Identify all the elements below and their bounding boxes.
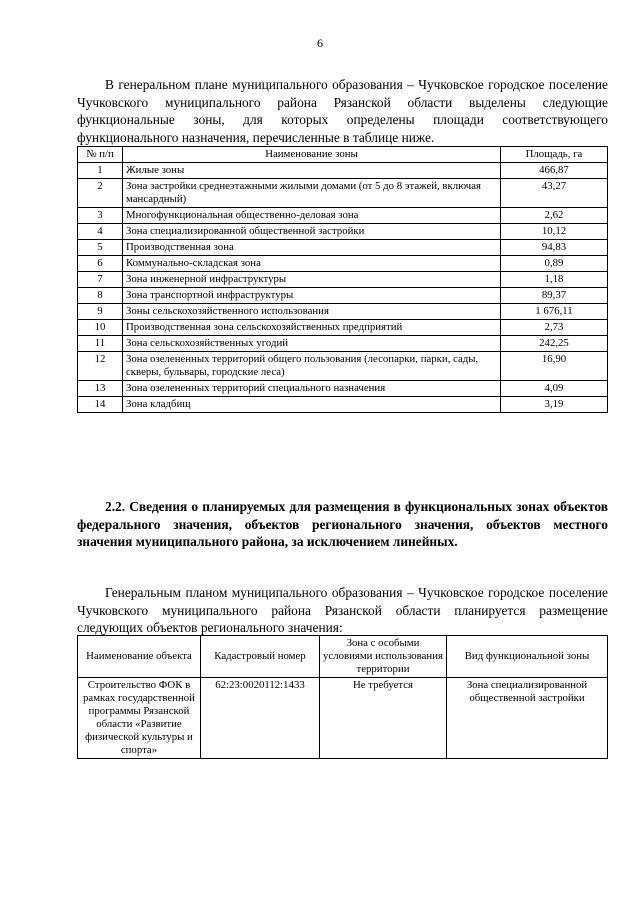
zone-area-cell: 1,18 bbox=[501, 272, 608, 288]
zone-name-cell: Зона специализированной общественной застройки bbox=[123, 224, 501, 240]
zone-name-cell: Зоны сельскохозяйственного использования bbox=[123, 304, 501, 320]
zone-area-cell: 2,73 bbox=[501, 320, 608, 336]
table-row bbox=[78, 336, 608, 352]
header-special-zone: Зона с особыми условиями использования территории bbox=[320, 636, 447, 678]
zone-name-cell: Зона озелененных территорий специального назначения bbox=[123, 381, 501, 397]
table-row bbox=[78, 320, 608, 336]
table-row bbox=[78, 381, 608, 397]
table-header-row bbox=[78, 147, 608, 163]
zone-area-cell: 10,12 bbox=[501, 224, 608, 240]
header-num: № п/п bbox=[78, 147, 123, 163]
zone-num-cell: 6 bbox=[78, 256, 123, 272]
zone-num-cell: 2 bbox=[78, 179, 123, 208]
zone-name-cell: Зона транспортной инфраструктуры bbox=[123, 288, 501, 304]
zone-area-cell: 4,09 bbox=[501, 381, 608, 397]
zone-num-cell: 11 bbox=[78, 336, 123, 352]
zone-num-cell: 8 bbox=[78, 288, 123, 304]
plan-paragraph: Генеральным планом муниципального образования – Чучковское городское поселение Чучковского муниципального района Рязанской области планируется размещение следующих объектов регионального значения: bbox=[77, 585, 608, 635]
object-name-cell: Строительство ФОК в рамках государственной программы Рязанской области «Развитие физической культуры и спорта» bbox=[78, 678, 201, 759]
functional-zones-table bbox=[77, 146, 608, 413]
table-row bbox=[78, 397, 608, 413]
zone-name-cell: Зона застройки среднеэтажными жилыми домами (от 5 до 8 этажей, включая мансардный) bbox=[123, 179, 501, 208]
header-func-zone: Вид функциональной зоны bbox=[447, 636, 608, 678]
zone-name-cell: Производственная зона bbox=[123, 240, 501, 256]
zone-num-cell: 9 bbox=[78, 304, 123, 320]
zone-name-cell: Производственная зона сельскохозяйственных предприятий bbox=[123, 320, 501, 336]
zone-area-cell: 2,62 bbox=[501, 208, 608, 224]
header-object-name: Наименование объекта bbox=[78, 636, 201, 678]
zone-num-cell: 7 bbox=[78, 272, 123, 288]
zone-name-cell: Зона сельскохозяйственных угодий bbox=[123, 336, 501, 352]
zone-area-cell: 3,19 bbox=[501, 397, 608, 413]
zone-name-cell: Зона инженерной инфраструктуры bbox=[123, 272, 501, 288]
zone-name-cell: Многофункциональная общественно-деловая зона bbox=[123, 208, 501, 224]
object-func-zone-cell: Зона специализированной общественной застройки bbox=[447, 678, 608, 759]
table-row bbox=[78, 256, 608, 272]
table-row bbox=[78, 304, 608, 320]
table-row bbox=[78, 163, 608, 179]
zone-num-cell: 1 bbox=[78, 163, 123, 179]
zone-area-cell: 242,25 bbox=[501, 336, 608, 352]
page-number: 6 bbox=[317, 36, 323, 50]
zone-name-cell: Коммунально-складская зона bbox=[123, 256, 501, 272]
zone-name-cell: Зона кладбищ bbox=[123, 397, 501, 413]
zone-num-cell: 4 bbox=[78, 224, 123, 240]
zone-name-cell: Жилые зоны bbox=[123, 163, 501, 179]
table-header-row bbox=[78, 636, 608, 678]
zone-area-cell: 466,87 bbox=[501, 163, 608, 179]
zone-num-cell: 5 bbox=[78, 240, 123, 256]
section-heading: 2.2. Сведения о планируемых для размещения в функциональных зонах объектов федерального значения, объектов регионального значения, объектов местного значения муниципального района, за исключением линейных. bbox=[77, 499, 608, 549]
zone-num-cell: 3 bbox=[78, 208, 123, 224]
table-row bbox=[78, 352, 608, 381]
zone-area-cell: 0,89 bbox=[501, 256, 608, 272]
table-row bbox=[78, 208, 608, 224]
zone-area-cell: 94,83 bbox=[501, 240, 608, 256]
header-zone-name: Наименование зоны bbox=[123, 147, 501, 163]
zone-name-cell: Зона озелененных территорий общего пользования (лесопарки, парки, сады, скверы, бульвары, городские леса) bbox=[123, 352, 501, 381]
header-area: Площадь, га bbox=[501, 147, 608, 163]
zone-area-cell: 16,90 bbox=[501, 352, 608, 381]
zone-num-cell: 14 bbox=[78, 397, 123, 413]
regional-objects-table bbox=[77, 635, 608, 759]
intro-paragraph: В генеральном плане муниципального образования – Чучковское городское поселение Чучковского муниципального района Рязанской области выделены следующие функциональные зоны, для которых определены площади соответствующего функционального назначения, перечисленные в таблице ниже. bbox=[77, 77, 608, 145]
zone-num-cell: 12 bbox=[78, 352, 123, 381]
zone-area-cell: 1 676,11 bbox=[501, 304, 608, 320]
zone-num-cell: 13 bbox=[78, 381, 123, 397]
object-special-zone-cell: Не требуется bbox=[320, 678, 447, 759]
table-row bbox=[78, 224, 608, 240]
table-row bbox=[78, 288, 608, 304]
zone-area-cell: 89,37 bbox=[501, 288, 608, 304]
table-row bbox=[78, 272, 608, 288]
zone-num-cell: 10 bbox=[78, 320, 123, 336]
zone-area-cell: 43,27 bbox=[501, 179, 608, 208]
table-row bbox=[78, 678, 608, 759]
table-row bbox=[78, 240, 608, 256]
header-cadastral: Кадастровый номер bbox=[201, 636, 320, 678]
table-row bbox=[78, 179, 608, 208]
object-cadastral-cell: 62:23:0020112:1433 bbox=[201, 678, 320, 759]
